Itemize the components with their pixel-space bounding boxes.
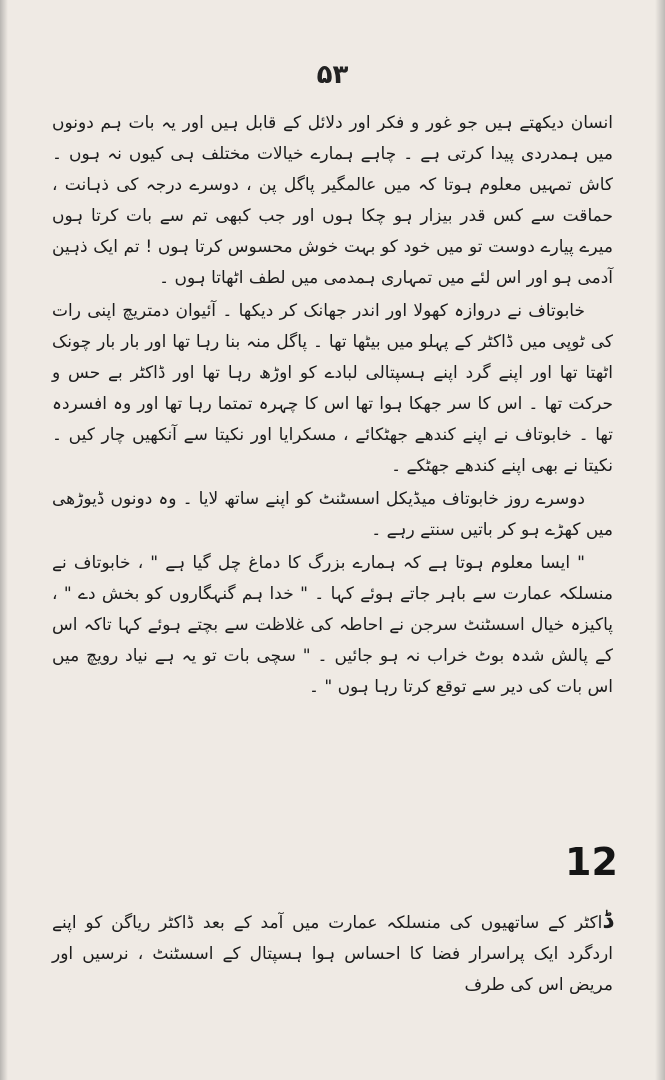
paragraph-4: " ایسا معلوم ہوتا ہے کہ ہمارے بزرگ کا دماغ چل گیا ہے " ، خابوتاف نے منسلکہ عمارت سے باہر جاتے ہوئے کہا ۔ " خدا ہم گنہگاروں کو بخش دے " ، پاکیزہ خیال اسسٹنٹ سرجن نے احاطہ کی غلاظت سے بچتے ہوئے کہا تاکہ اس کے پالش شدہ بوٹ خراب نہ ہو جائیں ۔ " سچی بات تو یہ ہے نیاد رویچ میں اس بات کی دیر سے توقع کرتا رہا ہوں " ۔ xyxy=(52,553,613,697)
paragraph-3: دوسرے روز خابوتاف میڈیکل اسسٹنٹ کو اپنے ساتھ لایا ۔ وہ دونوں ڈیوڑھی میں کھڑے ہو کر باتیں سنتے رہے ۔ xyxy=(52,489,613,540)
section-paragraph-text: اکٹر کے ساتھیوں کی منسلکہ عمارت میں آمد کے بعد ڈاکٹر ریاگن کو اپنے اردگرد ایک پراسرار فضا کا احساس ہوا ہسپتال کے اسسٹنٹ ، نرسیں اور مریض اس کی طرف xyxy=(52,913,613,995)
body-text xyxy=(52,108,613,703)
paragraph-2: خابوتاف نے دروازہ کھولا اور اندر جھانک کر دیکھا ۔ آئیوان دمتریچ اپنی رات کی ٹوپی میں ڈاکٹر کے پہلو میں بیٹھا تھا ۔ پاگل منہ بنا رہا تھا اور بار بار چونک اٹھتا تھا اور اپنے گرد اپنے ہسپتالی لبادے کو اوڑھ رہا تھا اور ڈاکٹر بے حس و حرکت تھا ۔ اس کا سر جھکا ہوا تھا اس کا چہرہ تمتما رہا تھا اور وہ افسردہ تھا ۔ خابوتاف نے اپنے کندھے جھٹکائے ، مسکرایا اور نکیتا سے آنکھیں چار کیں ۔ نکیتا نے بھی اپنے کندھے جھٹکے ۔ xyxy=(52,301,613,476)
paragraph-1: انسان دیکھتے ہیں جو غور و فکر اور دلائل کے قابل ہیں اور یہ بات ہم دونوں میں ہمدردی پیدا کرتی ہے ۔ چاہے ہمارے خیالات مختلف ہی کیوں نہ ہوں ۔ کاش تمہیں معلوم ہوتا کہ میں عالمگیر پاگل پن ، دوسرے درجہ کی ذہانت ، حماقت سے کس قدر بیزار ہو چکا ہوں اور جب کبھی تم سے بات کرتا ہوں میرے پیارے دوست تو میں خود کو بہت خوش محسوس کرتا ہوں ! تم ایک ذہین آدمی ہو اور اس لئے میں تمہاری ہمدمی میں لطف اٹھاتا ہوں ۔ xyxy=(52,113,613,288)
page-number: ۵۳ xyxy=(316,60,349,90)
page-left-shadow xyxy=(0,0,8,1080)
section-first-letter: ڈ xyxy=(602,906,613,934)
section-12-text xyxy=(52,905,613,1001)
section-paragraph xyxy=(52,905,613,1001)
section-number: 12 xyxy=(565,840,618,884)
page-right-shadow xyxy=(655,0,665,1080)
